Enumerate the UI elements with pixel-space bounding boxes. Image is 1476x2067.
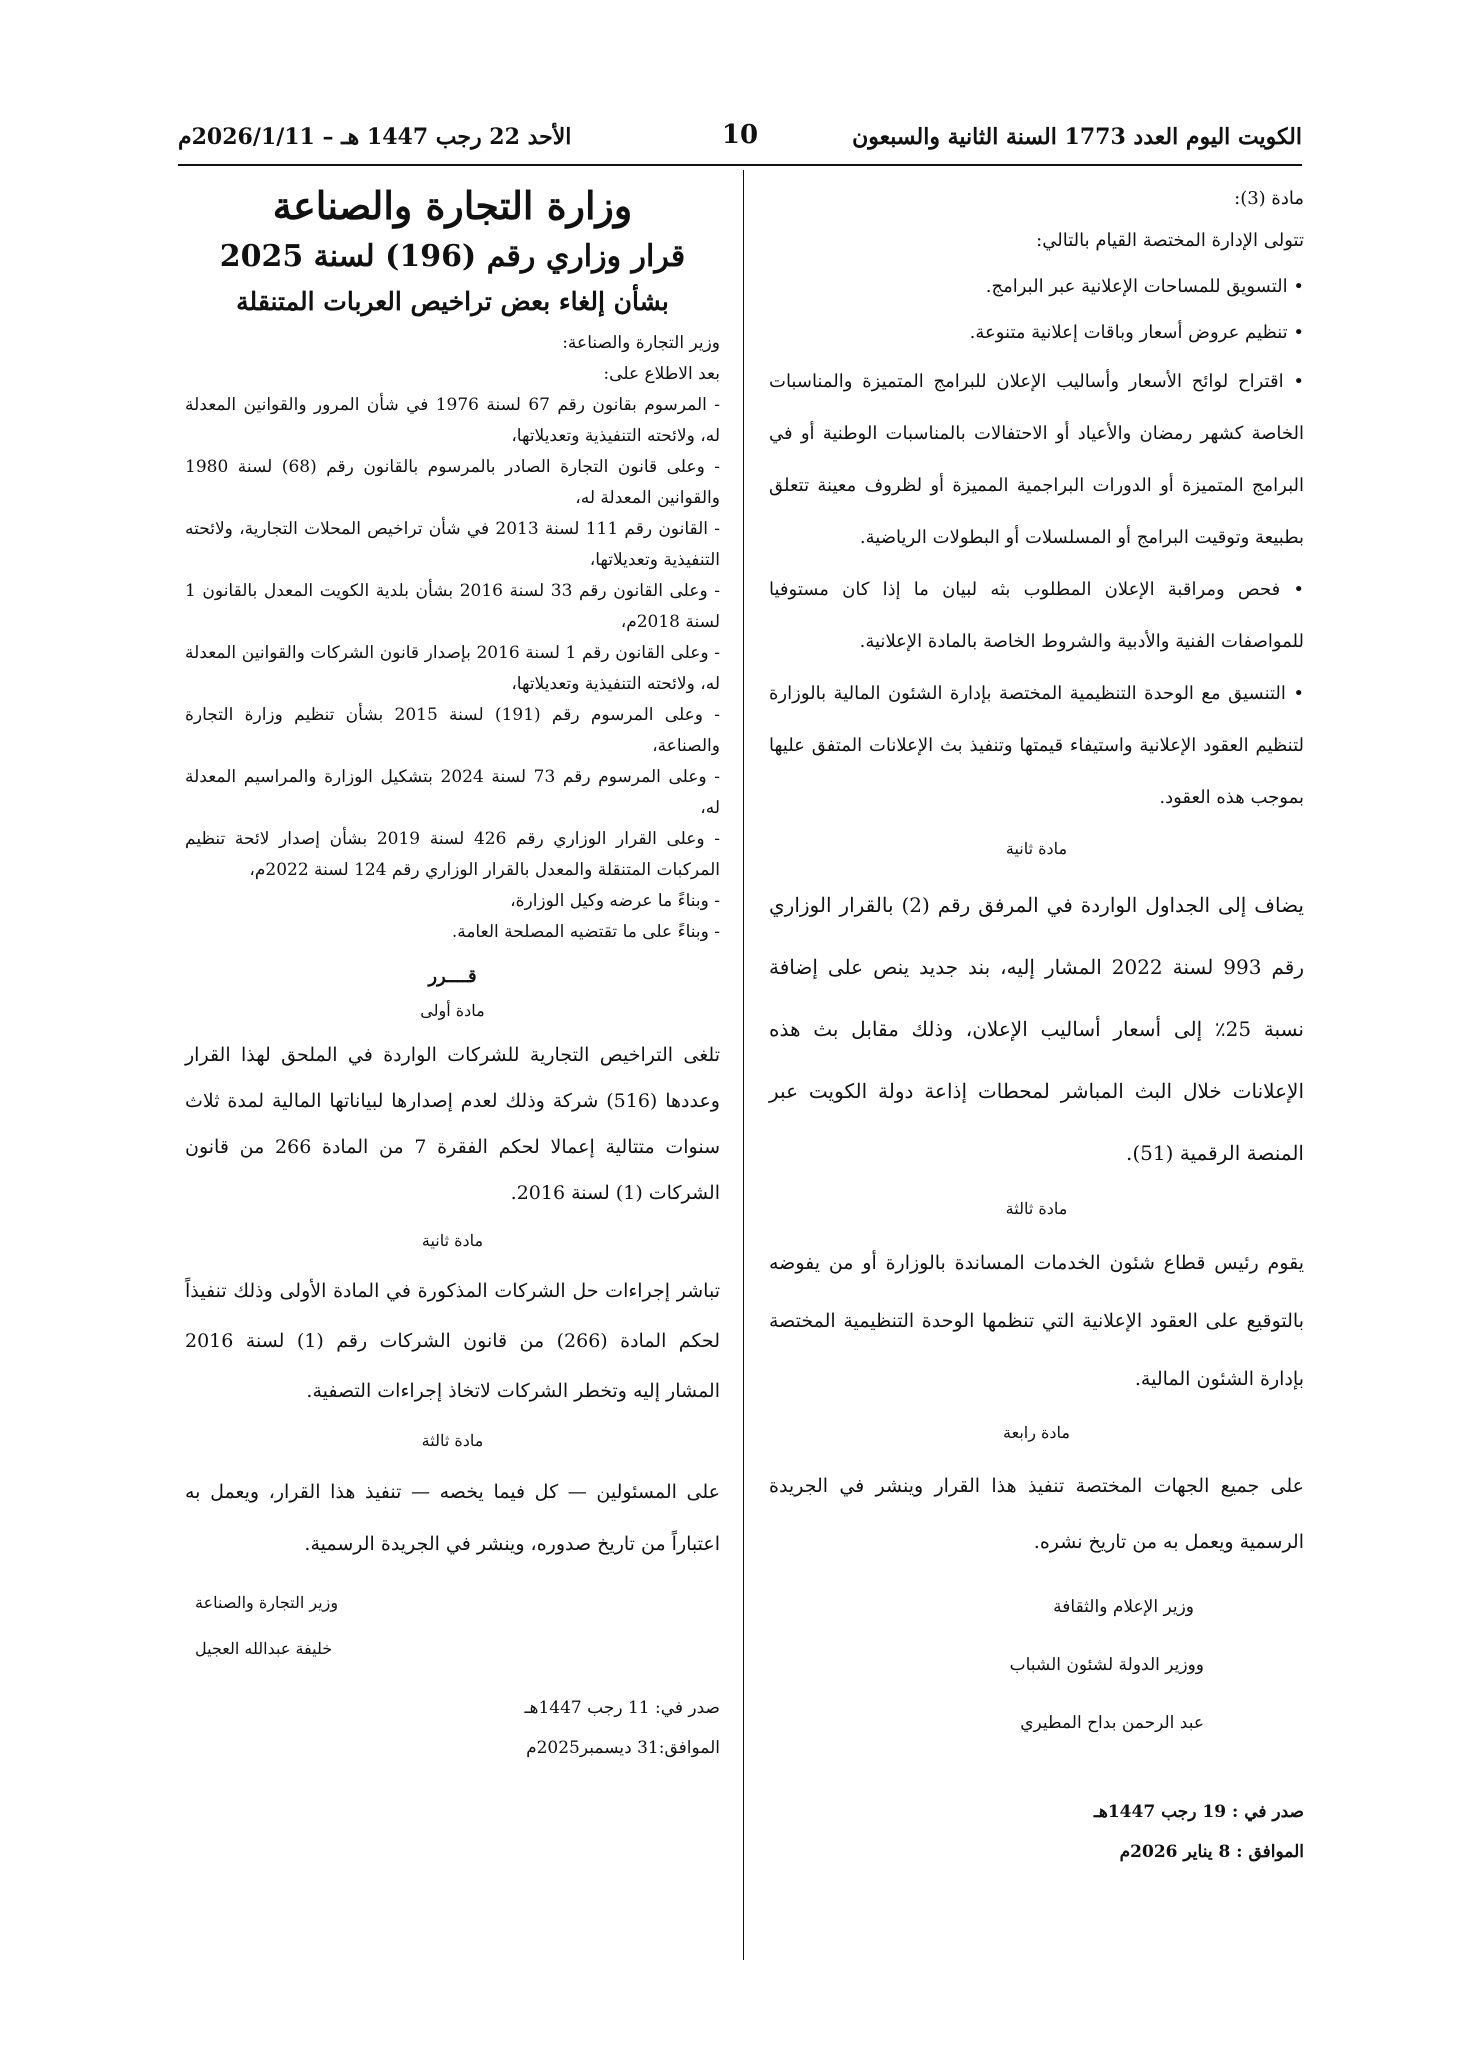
reference-item: - وعلى قانون التجارة الصادر بالمرسوم بالقانون رقم (68) لسنة 1980 والقوانين المعدلة له، — [185, 457, 721, 508]
header-divider — [178, 164, 1302, 166]
ministry-title: وزارة التجارة والصناعة — [272, 183, 633, 228]
article-text: على جميع الجهات المختصة تنفيذ هذا القرار وينشر في الجريدة الرسمية ويعمل به من تاريخ نشره. — [769, 1475, 1304, 1553]
signature-title: ووزير الدولة لشئون الشباب — [1009, 1655, 1204, 1675]
signature-title: وزير التجارة والصناعة — [195, 1593, 339, 1612]
decision-subject: بشأن إلغاء بعض تراخيص العربات المتنقلة — [236, 287, 669, 316]
decision-title: قرار وزاري رقم (196) لسنة 2025 — [219, 239, 686, 274]
article-heading: مادة ثانية — [421, 1231, 484, 1250]
issue-dates — [769, 1792, 1304, 1872]
corresponding-date: الموافق : 8 يناير 2026م — [1119, 1842, 1304, 1862]
issued-date: صدر في: 11 رجب 1447هـ — [524, 1698, 720, 1718]
article-text: يقوم رئيس قطاع شئون الخدمات المساندة بالوزارة أو من يفوضه بالتوقيع على العقود الإعلانية التي تنظمها الوحدة التنظيمية المختصة بإدارة الشئون المالية. — [769, 1252, 1304, 1390]
reference-item: - وعلى القرار الوزاري رقم 426 لسنة 2019 بشأن إصدار لائحة تنظيم المركبات المتنقلة والمعدل بالقرار الوزاري رقم 124 لسنة 2022م، — [185, 829, 720, 880]
article-heading: مادة ثالثة — [421, 1431, 484, 1450]
reference-item: - وعلى المرسوم رقم (191) لسنة 2015 بشأن تنظيم وزارة التجارة والصناعة، — [185, 705, 720, 756]
article-3-intro: تتولى الإدارة المختصة القيام بالتالي: — [1036, 230, 1304, 251]
issue-date: الأحد 22 رجب 1447 هـ – 2026/1/11م — [178, 124, 572, 150]
signature-name: خليفة عبدالله العجيل — [195, 1639, 333, 1658]
reference-item: - وعلى القانون رقم 33 لسنة 2016 بشأن بلدية الكويت المعدل بالقانون 1 لسنة 2018م، — [185, 581, 721, 632]
page-header — [178, 120, 1302, 160]
reference-item: - القانون رقم 111 لسنة 2013 في شأن تراخيص المحلات التجارية، ولائحته التنفيذية وتعديلاتها، — [185, 519, 720, 570]
corresponding-date: الموافق:31 ديسمبر2025م — [526, 1738, 720, 1758]
reference-item: - المرسوم بقانون رقم 67 لسنة 1976 في شأن المرور والقوانين المعدلة له، ولائحته التنفيذية وتعديلاتها، — [185, 395, 720, 446]
reference-item: - وبناءً على ما تقتضيه المصلحة العامة. — [451, 922, 720, 942]
reference-item: - وعلى القانون رقم 1 لسنة 2016 بإصدار قانون الشركات والقوانين المعدلة له، ولائحته التنفيذية وتعديلاتها، — [185, 643, 720, 694]
article-heading: مادة ثالثة — [1005, 1199, 1068, 1218]
column-divider — [743, 170, 744, 1960]
decided-heading: قــــرر — [428, 966, 477, 987]
signature-name: عبد الرحمن بداح المطيري — [1020, 1713, 1204, 1733]
bullet-item: • تنظيم عروض أسعار وباقات إعلانية متنوعة. — [969, 322, 1304, 343]
signature-block — [185, 1580, 720, 1672]
article-text: تباشر إجراءات حل الشركات المذكورة في المادة الأولى وذلك تنفيذاً لحكم المادة (266) من قانون الشركات رقم (1) لسنة 2016 المشار إليه وتخطر الشركات لاتخاذ إجراءات التصفية. — [185, 1280, 720, 1402]
page-number: 10 — [721, 120, 759, 150]
article-heading: مادة أولى — [420, 1001, 485, 1020]
issue-info: الكويت اليوم العدد 1773 السنة الثانية والسبعون — [852, 124, 1302, 150]
article-heading: مادة ثانية — [1005, 839, 1068, 858]
bullet-item: • اقتراح لوائح الأسعار وأساليب الإعلان للبرامج المتميزة والمناسبات الخاصة كشهر رمضان والأعياد أو الاحتفالات بالمناسبات الوطنية أو في البرامج المتميزة أو الدورات البراجمية المميزة أو لظروف معينة تتعلق بطبيعة وتوقيت البرامج أو المسلسلات أو البطولات الرياضية. — [769, 371, 1304, 548]
bullet-item: • التنسيق مع الوحدة التنظيمية المختصة بإدارة الشئون المالية بالوزارة لتنظيم العقود الإعلانية واستيفاء قيمتها وتنفيذ بث الإعلانات المتفق عليها بموجب هذه العقود. — [769, 683, 1304, 808]
article-heading: مادة رابعة — [1003, 1423, 1070, 1442]
after-review: بعد الاطلاع على: — [603, 364, 720, 384]
bullet-item: • فحص ومراقبة الإعلان المطلوب بثه لبيان ما إذا كان مستوفيا للمواصفات الفنية والأدبية والشروط الخاصة بالمادة الإعلانية. — [769, 579, 1304, 652]
issued-date: صدر في : 19 رجب 1447هـ — [1093, 1802, 1304, 1822]
right-column — [769, 180, 1304, 1872]
bullet-item: • التسويق للمساحات الإعلانية عبر البرامج. — [985, 276, 1304, 297]
article-3-label: مادة (3): — [1234, 188, 1304, 209]
reference-item: - وعلى المرسوم رقم 73 لسنة 2024 بتشكيل الوزارة والمراسيم المعدلة له، — [185, 767, 720, 818]
article-text: على المسئولين — كل فيما يخصه — تنفيذ هذا القرار، ويعمل به اعتباراً من تاريخ صدوره، وينشر في الجريدة الرسمية. — [185, 1481, 720, 1555]
article-text: تلغى التراخيص التجارية للشركات الواردة في الملحق لهذا القرار وعددها (516) شركة وذلك لعدم إصدارها لبياناتها المالية لمدة ثلاث سنوات متتالية إعمالا لحكم الفقرة 7 من المادة 266 من قانون الشركات (1) لسنة 2016. — [185, 1044, 720, 1204]
left-column — [185, 180, 720, 1768]
signature-title: وزير الإعلام والثقافة — [1053, 1597, 1194, 1617]
signature-block — [769, 1578, 1304, 1752]
issue-dates — [185, 1688, 720, 1768]
reference-item: - وبناءً ما عرضه وكيل الوزارة، — [510, 891, 720, 911]
minister-line: وزير التجارة والصناعة: — [562, 333, 720, 353]
article-text: يضاف إلى الجداول الواردة في المرفق رقم (2) بالقرار الوزاري رقم 993 لسنة 2022 المشار إليه، بند جديد ينص على إضافة نسبة 25٪ إلى أسعار أساليب الإعلان، وذلك مقابل بث هذه الإعلانات خلال البث المباشر لمحطات إذاعة دولة الكويت عبر المنصة الرقمية (51). — [769, 893, 1305, 1165]
